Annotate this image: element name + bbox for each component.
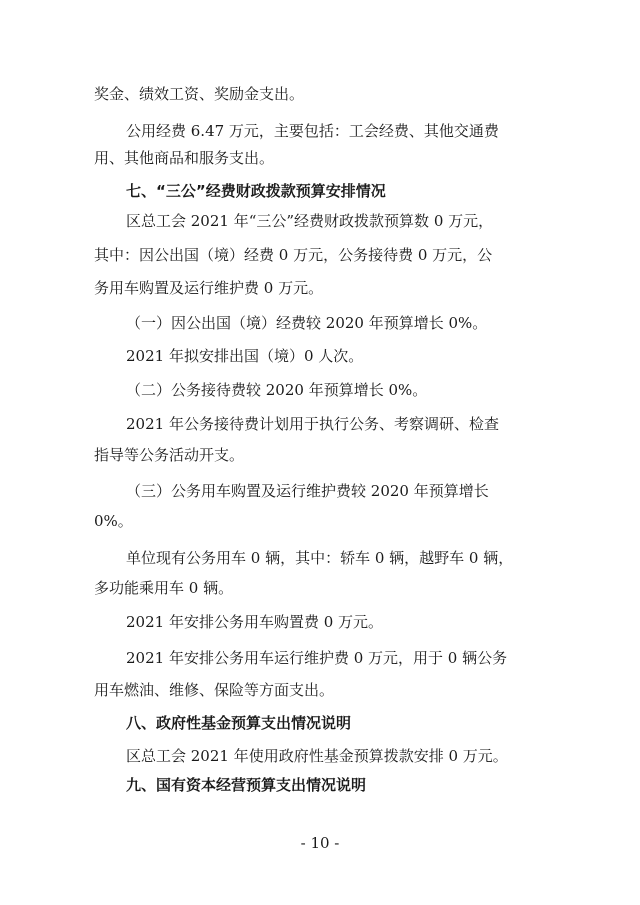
body-line: 其中：因公出国（境）经费 0 万元，公务接待费 0 万元，公	[94, 246, 493, 264]
body-line: 公用经费 6.47 万元，主要包括：工会经费、其他交通费	[126, 122, 499, 140]
section-heading: 八、政府性基金预算支出情况说明	[126, 714, 352, 732]
body-line: 0%。	[94, 512, 133, 530]
body-line: 2021 年安排公务用车运行维护费 0 万元，用于 0 辆公务	[126, 649, 508, 667]
body-line: 2021 年安排公务用车购置费 0 万元。	[126, 613, 384, 631]
body-line: （一）因公出国（境）经费较 2020 年预算增长 0%。	[126, 314, 488, 332]
body-line: 单位现有公务用车 0 辆，其中：轿车 0 辆，越野车 0 辆，	[126, 549, 514, 567]
body-line: 2021 年拟安排出国（境）0 人次。	[126, 347, 364, 365]
body-line: 指导等公务活动开支。	[94, 446, 245, 464]
section-heading: 七、“三公”经费财政拨款预算安排情况	[126, 182, 386, 200]
body-line: 务用车购置及运行维护费 0 万元。	[94, 279, 324, 297]
body-line: 用车燃油、维修、保险等方面支出。	[94, 681, 335, 699]
body-line: 区总工会 2021 年使用政府性基金预算拨款安排 0 万元。	[126, 747, 508, 765]
body-line: （三）公务用车购置及运行维护费较 2020 年预算增长	[126, 482, 489, 500]
section-heading: 九、国有资本经营预算支出情况说明	[126, 776, 367, 794]
body-line: 多功能乘用车 0 辆。	[94, 579, 234, 597]
body-line: 用、其他商品和服务支出。	[94, 149, 275, 167]
body-line: （二）公务接待费较 2020 年预算增长 0%。	[126, 381, 428, 399]
page-number: - 10 -	[300, 834, 340, 852]
body-line: 区总工会 2021 年“三公”经费财政拨款预算数 0 万元，	[126, 212, 494, 230]
body-line: 奖金、绩效工资、奖励金支出。	[94, 85, 305, 103]
body-line: 2021 年公务接待费计划用于执行公务、考察调研、检查	[126, 415, 499, 433]
